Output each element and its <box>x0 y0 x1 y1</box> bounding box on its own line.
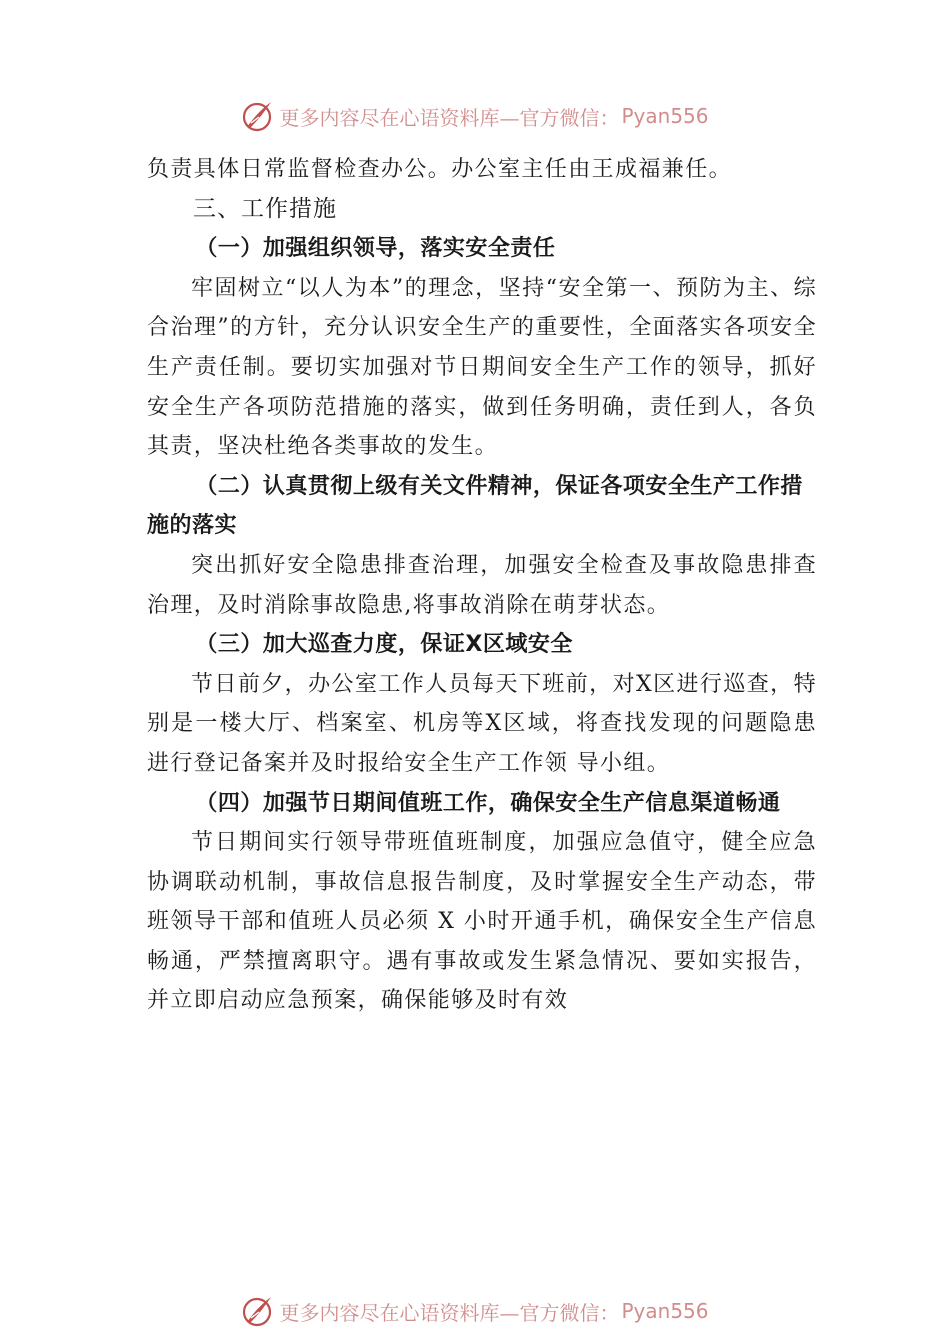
subheading-1: （一）加强组织领导，落实安全责任 <box>195 236 556 262</box>
paragraph-2: 突出抓好安全隐患排查治理，加强安全检查及事故隐患排查治理，及时消除事故隐患,将事故消除在萌芽状态。 <box>147 552 817 618</box>
document-body <box>147 150 817 1021</box>
paragraph-1: 牢固树立“以人为本”的理念，坚持“安全第一、预防为主、综合治理”的方针，充分认识安全生产的重要性，全面落实各项安全生产责任制。要切实加强对节日期间安全生产工作的领导，抓好安全生产各项防范措施的落实，做到任务明确，责任到人，各负其责，坚决杜绝各类事故的发生。 <box>147 275 817 460</box>
watermark-text: 更多内容尽在心语资料库—官方微信： <box>279 105 620 130</box>
section-title: 三、工作措施 <box>193 195 337 222</box>
quill-logo-icon <box>241 99 275 133</box>
watermark-wechat-id: Pyan556 <box>621 104 709 128</box>
header-watermark <box>0 96 950 136</box>
paragraph-4: 节日期间实行领导带班值班制度，加强应急值守，健全应急协调联动机制，事故信息报告制度，及时掌握安全生产动态，带班领导干部和值班人员必须 X 小时开通手机，确保安全生产信息畅通，严禁擅离职守。遇有事故或发生紧急情况、要如实报告，并立即启动应急预案，确保能够及时有效 <box>147 830 817 1014</box>
footer-watermark <box>0 1291 950 1331</box>
paragraph-3: 节日前夕，办公室工作人员每天下班前，对X区进行巡查，特别是一楼大厅、档案室、机房等X区域，将查找发现的问题隐患进行登记备案并及时报给安全生产工作领 导小组。 <box>147 671 817 776</box>
watermark-text: 更多内容尽在心语资料库—官方微信： <box>279 1300 620 1325</box>
paragraph-continued: 负责具体日常监督检查办公。办公室主任由王成福兼任。 <box>147 157 733 182</box>
subheading-2: （二）认真贯彻上级有关文件精神，保证各项安全生产工作措施的落实 <box>147 473 803 539</box>
quill-logo-icon <box>241 1294 275 1328</box>
subheading-3: （三）加大巡查力度，保证X区域安全 <box>195 632 573 658</box>
watermark-wechat-id: Pyan556 <box>621 1299 709 1323</box>
subheading-4: （四）加强节日期间值班工作，确保安全生产信息渠道畅通 <box>195 790 781 816</box>
